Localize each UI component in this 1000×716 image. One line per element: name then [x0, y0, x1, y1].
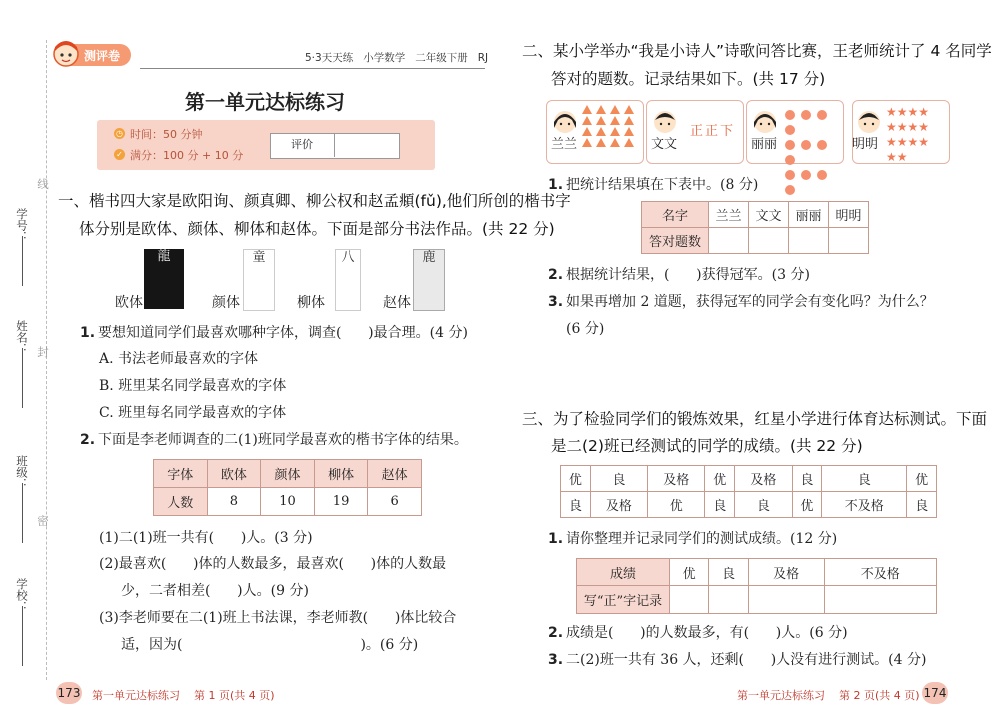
q2-sub2-line2[interactable]: 少，二者相差( )人。(9 分)	[121, 583, 309, 599]
full-score: 满分：100 分 + 10 分	[130, 149, 244, 162]
s2-q3-text: 如果再增加 2 道题，获得冠军的同学会有变化吗？为什么？	[566, 294, 934, 310]
grade-cell: 良	[590, 466, 647, 492]
grades-table	[560, 465, 937, 518]
seal-char-mi: 密	[36, 515, 50, 527]
tally-marks: 正正下	[690, 124, 736, 139]
calligraphy-yan-image: 童	[243, 249, 275, 311]
section2-intro-line2: 答对的题数。记录结果如下。(共 17 分)	[551, 70, 826, 88]
footer-left: 第一单元达标练习 第 1 页(共 4 页)	[92, 689, 275, 702]
calligraphy-label-yan: 颜体	[212, 295, 240, 311]
answer-cell[interactable]	[824, 586, 936, 614]
student-number-label: 学号：	[15, 208, 29, 243]
answer-cell[interactable]	[709, 228, 749, 254]
grade-cell: 不及格	[822, 492, 907, 518]
q1-option-c[interactable]: C. 班里每名同学最喜欢的字体	[99, 405, 287, 421]
section2-intro-line1: 二、某小学举办“我是小诗人”诗歌问答比赛，王老师统计了 4 名同学	[522, 42, 992, 60]
grade-cell: 良	[907, 492, 937, 518]
grade-cell: 及格	[648, 466, 705, 492]
student-name-lanlan: 兰兰	[551, 137, 578, 152]
font-preference-table	[153, 459, 422, 516]
table-row-label: 人数	[154, 488, 208, 516]
q2-sub1[interactable]: (1)二(1)班一共有( )人。(3 分)	[99, 530, 313, 546]
name-line	[22, 348, 23, 408]
table-cell: 6	[368, 488, 422, 516]
answer-cell[interactable]	[749, 228, 789, 254]
table-header: 赵体	[368, 460, 422, 488]
calligraphy-label-zhao: 赵体	[383, 295, 411, 311]
table-header: 及格	[748, 559, 824, 586]
s2-q2-text[interactable]: 根据统计结果，( )获得冠军。(3 分)	[566, 267, 810, 283]
triangle-marks	[580, 104, 640, 148]
answers-table	[641, 201, 869, 254]
s3-q2-number: 2.	[548, 625, 564, 641]
calligraphy-ou-image: 龍	[144, 249, 184, 309]
grade-cell: 良	[735, 492, 792, 518]
calligraphy-liu-image: 八	[335, 249, 361, 311]
name-label: 姓名：	[15, 320, 29, 355]
page-number-left: 173	[56, 682, 82, 704]
student-name-wenwen: 文文	[651, 137, 678, 152]
s2-q1-number: 1.	[548, 177, 564, 193]
section3-intro-line2: 是二(2)班已经测试的同学的成绩。(共 22 分)	[551, 437, 863, 455]
q2-sub3-line2[interactable]: 适，因为( )。(6 分)	[121, 637, 419, 653]
page-number-right: 174	[922, 682, 948, 704]
class-line	[22, 483, 23, 543]
q1-number: 1.	[80, 325, 96, 341]
grade-cell: 良	[822, 466, 907, 492]
table-header: 字体	[154, 460, 208, 488]
grade-cell: 良	[561, 492, 591, 518]
footer-right: 第一单元达标练习 第 2 页(共 4 页)	[737, 689, 920, 702]
table-header: 良	[709, 559, 748, 586]
grade-cell: 优	[907, 466, 937, 492]
grade-cell: 良	[705, 492, 735, 518]
q2-sub2-line1[interactable]: (2)最喜欢( )体的人数最多，最喜欢( )体的人数最	[99, 556, 447, 572]
s2-q2-number: 2.	[548, 267, 564, 283]
answer-cell[interactable]	[829, 228, 869, 254]
school-label: 学校：	[15, 578, 29, 613]
calligraphy-label-liu: 柳体	[297, 295, 325, 311]
table-header: 文文	[749, 202, 789, 228]
table-header: 成绩	[577, 559, 670, 586]
binding-line	[46, 40, 47, 680]
grade-cell: 及格	[735, 466, 792, 492]
table-header: 丽丽	[789, 202, 829, 228]
answer-cell[interactable]	[709, 586, 748, 614]
grade-cell: 良	[792, 466, 822, 492]
circle-marks	[782, 108, 842, 198]
table-header: 兰兰	[709, 202, 749, 228]
s2-q3-points: (6 分)	[566, 321, 605, 337]
s2-q3-number: 3.	[548, 294, 564, 310]
table-header: 颜体	[261, 460, 315, 488]
table-cell: 19	[314, 488, 368, 516]
student-name-mingming: 明明	[852, 137, 879, 152]
tally-record-table	[576, 558, 937, 614]
table-cell: 10	[261, 488, 315, 516]
table-header: 优	[670, 559, 709, 586]
seal-char-xian: 线	[36, 178, 50, 190]
s3-q3-number: 3.	[548, 652, 564, 668]
grade-cell: 优	[561, 466, 591, 492]
grade-cell: 优	[792, 492, 822, 518]
section3-intro-line1: 三、为了检验同学们的锻炼效果，红星小学进行体育达标测试。下面	[522, 410, 988, 428]
grade-cell: 优	[648, 492, 705, 518]
badge-label: 测评卷	[84, 49, 121, 63]
seal-char-feng: 封	[36, 346, 50, 358]
time-limit: 时间：50 分钟	[130, 128, 203, 141]
answer-cell[interactable]	[748, 586, 824, 614]
table-row-label: 写“正”字记录	[577, 586, 670, 614]
table-header: 不及格	[824, 559, 936, 586]
s3-q2-text[interactable]: 成绩是( )的人数最多，有( )人。(6 分)	[566, 625, 848, 641]
clock-icon: ◷	[114, 128, 125, 139]
section1-intro-line1: 一、楷书四大家是欧阳询、颜真卿、柳公权和赵孟頫(fǔ),他们所创的楷书字	[58, 192, 571, 210]
s3-q1-text: 请你整理并记录同学们的测试成绩。(12 分)	[566, 531, 838, 547]
q1-text: 要想知道同学们最喜欢哪种字体，调查( )最合理。(4 分)	[98, 325, 468, 341]
calligraphy-zhao-image: 鹿	[413, 249, 445, 311]
section1-intro-line2: 体分别是欧体、颜体、柳体和赵体。下面是部分书法作品。(共 22 分)	[79, 220, 555, 238]
mascot-icon	[52, 39, 80, 69]
s2-q1-text: 把统计结果填在下表中。(8 分)	[566, 177, 759, 193]
school-line	[22, 606, 23, 666]
s3-q3-text[interactable]: 二(2)班一共有 36 人，还剩( )人没有进行测试。(4 分)	[566, 652, 927, 668]
table-row-label: 答对题数	[642, 228, 709, 254]
table-header: 欧体	[207, 460, 261, 488]
class-label: 班级：	[15, 455, 29, 490]
q2-text: 下面是李老师调查的二(1)班同学最喜欢的楷书字体的结果。	[98, 432, 468, 448]
table-header: 明明	[829, 202, 869, 228]
q2-sub3-line1[interactable]: (3)李老师要在二(1)班上书法课，李老师教( )体比较合	[99, 610, 457, 626]
grade-cell: 及格	[590, 492, 647, 518]
rating-label: 评价	[270, 133, 335, 157]
answer-cell[interactable]	[789, 228, 829, 254]
header-rule	[140, 68, 485, 69]
table-cell: 8	[207, 488, 261, 516]
q2-number: 2.	[80, 432, 96, 448]
q1-option-b[interactable]: B. 班里某名同学最喜欢的字体	[99, 378, 287, 394]
rating-input[interactable]	[336, 134, 397, 156]
s3-q1-number: 1.	[548, 531, 564, 547]
star-marks: ★★★★ ★★★★ ★★★★ ★★	[886, 105, 930, 164]
header-info: 5·3天天练 小学数学 二年级下册 RJ	[305, 52, 489, 64]
page-title: 第一单元达标练习	[185, 90, 345, 114]
student-number-line	[22, 236, 23, 286]
grade-cell: 优	[705, 466, 735, 492]
student-name-lili: 丽丽	[751, 137, 778, 152]
table-header: 柳体	[314, 460, 368, 488]
table-header: 名字	[642, 202, 709, 228]
check-icon: ✓	[114, 149, 125, 160]
q1-option-a[interactable]: A. 书法老师最喜欢的字体	[99, 351, 259, 367]
calligraphy-label-ou: 欧体	[115, 295, 143, 311]
answer-cell[interactable]	[670, 586, 709, 614]
